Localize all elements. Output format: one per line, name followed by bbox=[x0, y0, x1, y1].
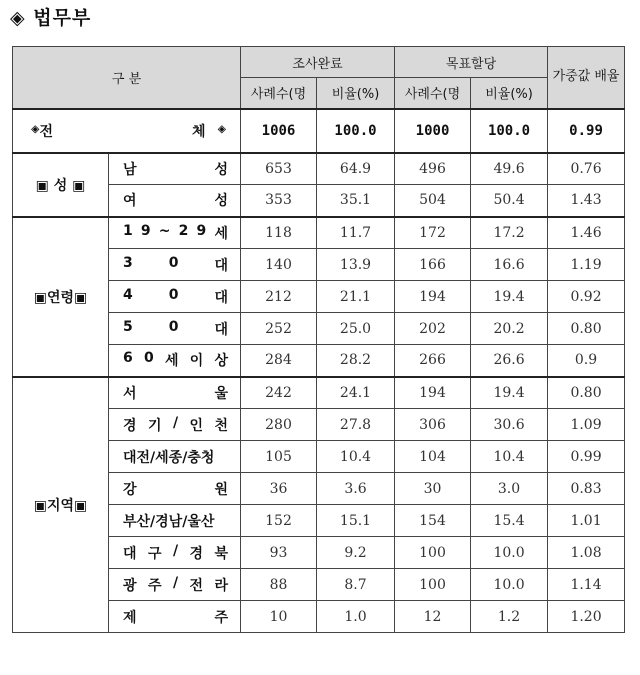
cell-ratio: 10.4 bbox=[317, 441, 395, 473]
cell-count: 280 bbox=[241, 409, 317, 441]
cell-tcount: 306 bbox=[395, 409, 471, 441]
cell-ratio: 25.0 bbox=[317, 313, 395, 345]
cell-tratio: 10.4 bbox=[471, 441, 548, 473]
weight-header: 가중값 배율 bbox=[548, 47, 625, 109]
cell-count: 353 bbox=[241, 185, 317, 217]
row-label: 4 0 대 bbox=[109, 281, 241, 313]
total-target-count: 1000 bbox=[395, 109, 471, 153]
row-label: 대 구 / 경 북 bbox=[109, 537, 241, 569]
cell-ratio: 28.2 bbox=[317, 345, 395, 377]
cell-ratio: 11.7 bbox=[317, 217, 395, 249]
row-label: 남 성 bbox=[109, 153, 241, 185]
row-label: 6 0 세 이 상 bbox=[109, 345, 241, 377]
cell-tcount: 496 bbox=[395, 153, 471, 185]
cell-tratio: 26.6 bbox=[471, 345, 548, 377]
cell-ratio: 13.9 bbox=[317, 249, 395, 281]
cell-weight: 1.01 bbox=[548, 505, 625, 537]
cell-weight: 0.80 bbox=[548, 377, 625, 409]
cell-tratio: 49.6 bbox=[471, 153, 548, 185]
total-weight: 0.99 bbox=[548, 109, 625, 153]
cell-tcount: 172 bbox=[395, 217, 471, 249]
cell-tratio: 20.2 bbox=[471, 313, 548, 345]
weighting-table bbox=[12, 46, 625, 633]
cell-tcount: 30 bbox=[395, 473, 471, 505]
cell-weight: 1.14 bbox=[548, 569, 625, 601]
cell-tcount: 194 bbox=[395, 281, 471, 313]
cell-tcount: 104 bbox=[395, 441, 471, 473]
cell-tcount: 12 bbox=[395, 601, 471, 633]
cell-ratio: 1.0 bbox=[317, 601, 395, 633]
cell-count: 242 bbox=[241, 377, 317, 409]
cell-count: 212 bbox=[241, 281, 317, 313]
row-label: 서 울 bbox=[109, 377, 241, 409]
table-row bbox=[13, 377, 625, 409]
row-label: 광 주 / 전 라 bbox=[109, 569, 241, 601]
cell-tcount: 154 bbox=[395, 505, 471, 537]
cell-tcount: 166 bbox=[395, 249, 471, 281]
cell-tcount: 202 bbox=[395, 313, 471, 345]
row-label: 대전/세종/충청 bbox=[109, 441, 241, 473]
cell-count: 93 bbox=[241, 537, 317, 569]
cell-ratio: 64.9 bbox=[317, 153, 395, 185]
cell-weight: 0.99 bbox=[548, 441, 625, 473]
cell-count: 105 bbox=[241, 441, 317, 473]
cell-ratio: 8.7 bbox=[317, 569, 395, 601]
page-title: ◈ 법무부 bbox=[10, 7, 92, 29]
cell-weight: 1.46 bbox=[548, 217, 625, 249]
cell-weight: 1.20 bbox=[548, 601, 625, 633]
row-label: 제 주 bbox=[109, 601, 241, 633]
cell-count: 252 bbox=[241, 313, 317, 345]
cell-tratio: 19.4 bbox=[471, 281, 548, 313]
cell-weight: 0.76 bbox=[548, 153, 625, 185]
cell-count: 653 bbox=[241, 153, 317, 185]
row-label: 여 성 bbox=[109, 185, 241, 217]
cell-tratio: 19.4 bbox=[471, 377, 548, 409]
group-label: ▣지역▣ bbox=[13, 377, 109, 633]
cell-weight: 1.43 bbox=[548, 185, 625, 217]
total-ratio: 100.0 bbox=[317, 109, 395, 153]
cell-ratio: 35.1 bbox=[317, 185, 395, 217]
target-ratio-header: 비율(%) bbox=[471, 78, 548, 109]
cell-ratio: 21.1 bbox=[317, 281, 395, 313]
cell-count: 36 bbox=[241, 473, 317, 505]
cell-tratio: 30.6 bbox=[471, 409, 548, 441]
cell-ratio: 9.2 bbox=[317, 537, 395, 569]
cell-ratio: 24.1 bbox=[317, 377, 395, 409]
total-row bbox=[13, 109, 625, 153]
cell-count: 284 bbox=[241, 345, 317, 377]
cell-tcount: 100 bbox=[395, 569, 471, 601]
row-label: 3 0 대 bbox=[109, 249, 241, 281]
cell-count: 10 bbox=[241, 601, 317, 633]
group-label: ▣연령▣ bbox=[13, 217, 109, 377]
cell-weight: 0.9 bbox=[548, 345, 625, 377]
cell-tratio: 1.2 bbox=[471, 601, 548, 633]
ratio-header: 비율(%) bbox=[317, 78, 395, 109]
group-label: ▣ 성 ▣ bbox=[13, 153, 109, 217]
table-row bbox=[13, 153, 625, 185]
cell-tratio: 10.0 bbox=[471, 569, 548, 601]
cell-weight: 1.19 bbox=[548, 249, 625, 281]
cell-ratio: 15.1 bbox=[317, 505, 395, 537]
category-header: 구 분 bbox=[13, 47, 241, 109]
cell-ratio: 3.6 bbox=[317, 473, 395, 505]
total-target-ratio: 100.0 bbox=[471, 109, 548, 153]
cell-weight: 1.09 bbox=[548, 409, 625, 441]
cell-tcount: 100 bbox=[395, 537, 471, 569]
cell-tratio: 16.6 bbox=[471, 249, 548, 281]
total-count: 1006 bbox=[241, 109, 317, 153]
header-row-1 bbox=[13, 47, 625, 78]
cell-weight: 0.83 bbox=[548, 473, 625, 505]
cell-count: 88 bbox=[241, 569, 317, 601]
cell-tcount: 266 bbox=[395, 345, 471, 377]
cell-tcount: 504 bbox=[395, 185, 471, 217]
row-label: 1 9 ~ 2 9 세 bbox=[109, 217, 241, 249]
cell-weight: 1.08 bbox=[548, 537, 625, 569]
cell-tcount: 194 bbox=[395, 377, 471, 409]
target-header: 목표할당 bbox=[395, 47, 548, 78]
cell-tratio: 10.0 bbox=[471, 537, 548, 569]
row-label: 경 기 / 인 천 bbox=[109, 409, 241, 441]
count-header: 사례수(명 bbox=[241, 78, 317, 109]
cell-count: 118 bbox=[241, 217, 317, 249]
total-label: ◈ 전 체 ◈ bbox=[13, 109, 241, 153]
row-label: 5 0 대 bbox=[109, 313, 241, 345]
cell-tratio: 3.0 bbox=[471, 473, 548, 505]
table-row bbox=[13, 217, 625, 249]
row-label: 강 원 bbox=[109, 473, 241, 505]
cell-tratio: 15.4 bbox=[471, 505, 548, 537]
cell-ratio: 27.8 bbox=[317, 409, 395, 441]
cell-count: 152 bbox=[241, 505, 317, 537]
row-label: 부산/경남/울산 bbox=[109, 505, 241, 537]
target-count-header: 사례수(명 bbox=[395, 78, 471, 109]
cell-tratio: 17.2 bbox=[471, 217, 548, 249]
survey-done-header: 조사완료 bbox=[241, 47, 395, 78]
cell-weight: 0.92 bbox=[548, 281, 625, 313]
cell-count: 140 bbox=[241, 249, 317, 281]
cell-tratio: 50.4 bbox=[471, 185, 548, 217]
cell-weight: 0.80 bbox=[548, 313, 625, 345]
